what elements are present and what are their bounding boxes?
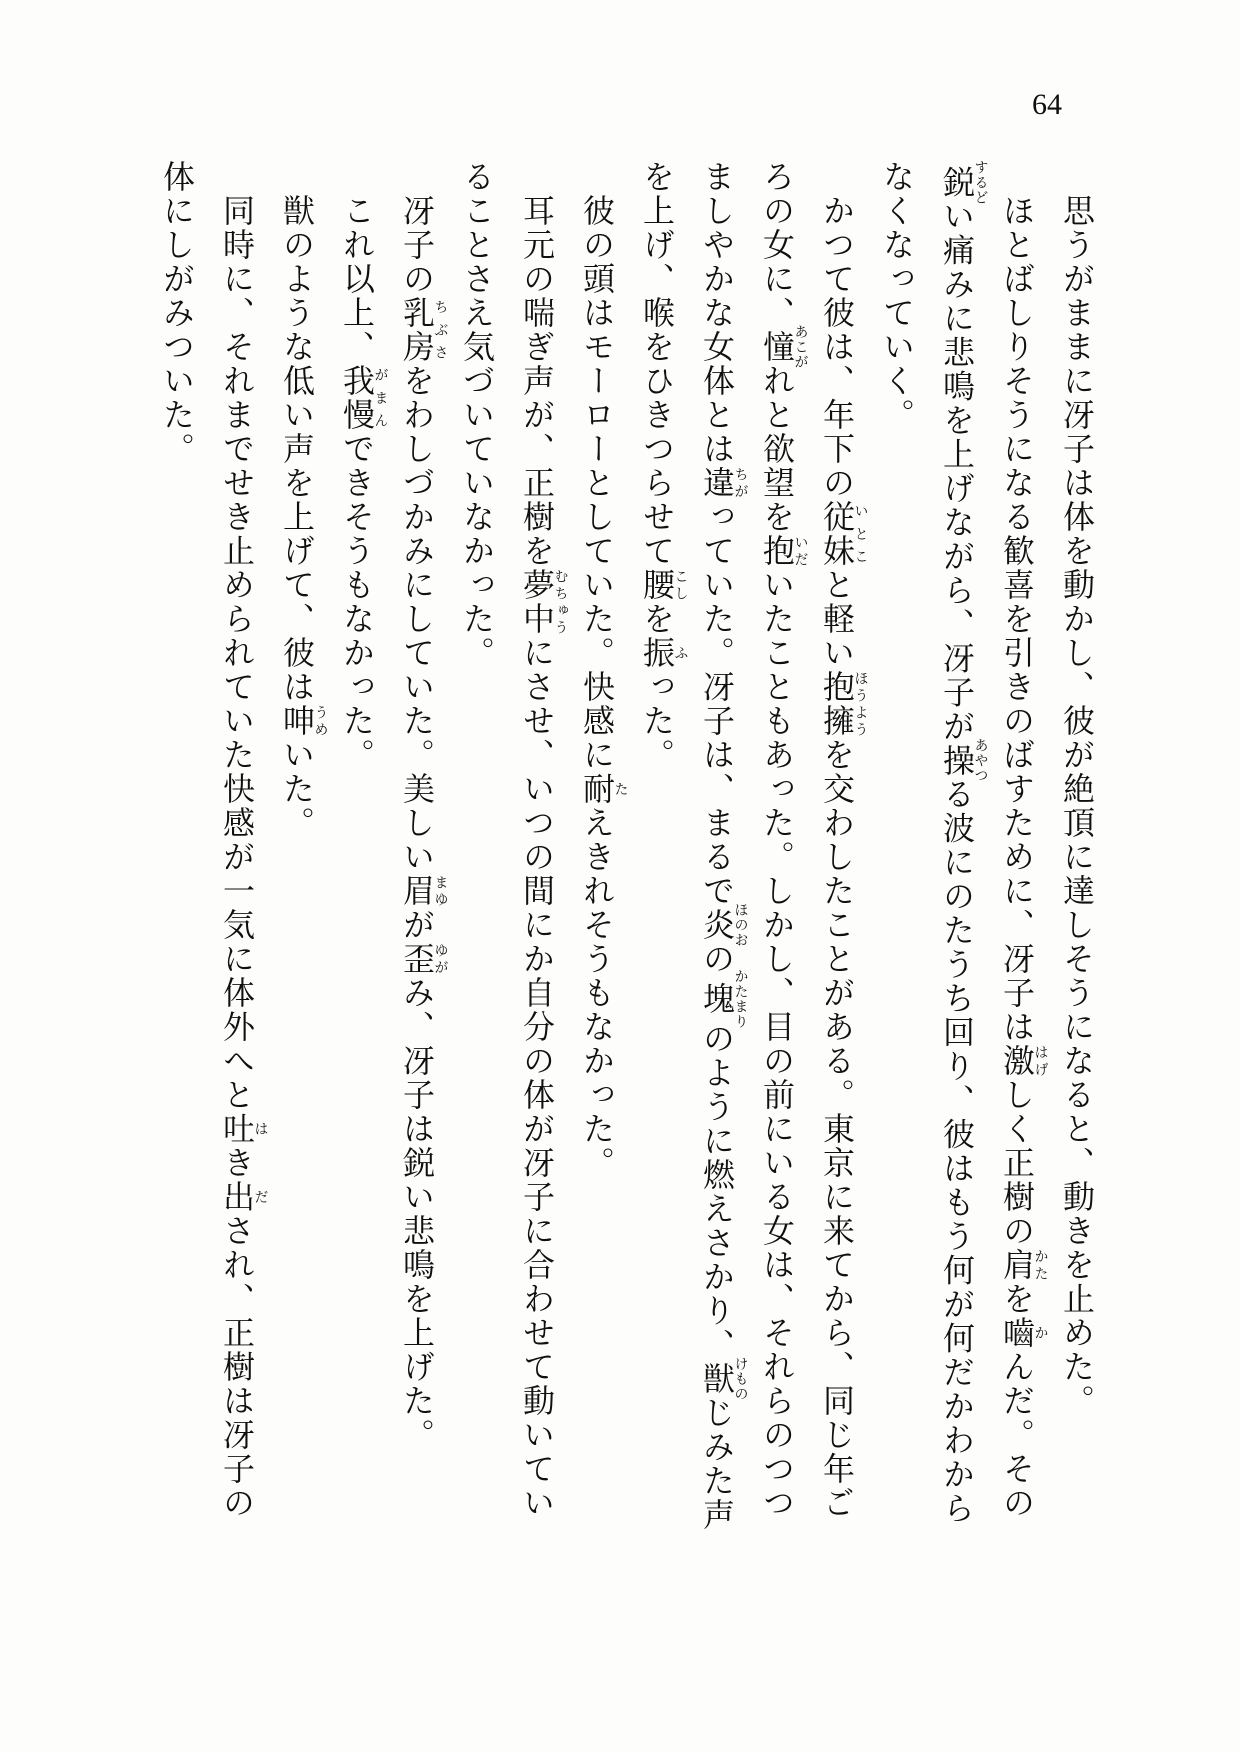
ruby-annotated-word: 抱いだ	[759, 534, 808, 568]
ruby-annotated-word: 肩かた	[999, 1248, 1048, 1282]
text-column-14: 獣のような低い声を上げて、彼は呻うめいた。	[279, 194, 328, 840]
ruby-annotated-word: 激はげ	[999, 1044, 1048, 1078]
ruby-annotated-word: 眉まゆ	[399, 874, 448, 908]
ruby-annotated-word: 耐た	[579, 772, 628, 806]
text-column-9: 彼の頭はモーローとしていた。快感に耐たえきれそうもなかった。	[579, 194, 628, 1180]
ruby-annotated-word: 出だ	[219, 1180, 268, 1214]
text-column-16: 体にしがみついた。	[159, 160, 195, 466]
text-column-4: なくなっていく。	[879, 160, 915, 432]
ruby-annotated-word: 操あやつ	[939, 738, 988, 783]
ruby-annotated-word: 我慢がまん	[339, 364, 388, 432]
ruby-annotated-word: 炎ほのお	[699, 902, 748, 948]
ruby-annotated-word: 振ふ	[639, 636, 688, 670]
ruby-annotated-word: 夢中むちゅう	[519, 568, 568, 636]
ruby-annotated-word: 鋭するど	[939, 160, 988, 205]
ruby-annotated-word: 従妹いとこ	[819, 500, 868, 568]
text-column-6: ろの女に、憧あこがれと欲望を抱いだいたこともあった。しかし、目の前にいる女は、それらのつつ	[759, 160, 808, 1520]
ruby-annotated-word: 抱擁ほうよう	[819, 670, 868, 738]
ruby-annotated-word: 乳房ちぶさ	[399, 296, 448, 364]
ruby-annotated-word: 違ちが	[699, 466, 748, 500]
text-column-8: を上げ、喉をひきつらせて腰こしを振ふった。	[639, 160, 688, 772]
text-column-3: 鋭するどい痛みに悲鳴を上げながら、冴子が操あやつる波にのたうち回り、彼はもう何が何だかわから	[939, 160, 988, 1526]
text-column-15: 同時に、それまでせき止められていた快感が一気に体外へと吐はき出だされ、正樹は冴子の	[219, 194, 268, 1520]
text-column-5: かつて彼は、年下の従妹いとこと軽い抱擁ほうようを交わしたことがある。東京に来てから、同じ年ご	[819, 194, 868, 1520]
text-column-13: これ以上、我慢がまんできそうもなかった。	[339, 194, 388, 772]
ruby-annotated-word: 憧あこが	[759, 324, 808, 370]
text-column-7: ましやかな女体とは違ちがっていた。冴子は、まるで炎ほのおの塊かたまりのように燃えさかり、獣けものじみた声	[699, 160, 748, 1532]
text-column-2: ほとばしりそうになる歓喜を引きのばすために、冴子は激はげしく正樹の肩かたを嚙かんだ。その	[999, 194, 1048, 1520]
ruby-annotated-word: 獣けもの	[699, 1356, 748, 1402]
page-number: 64	[1032, 88, 1062, 121]
text-column-1: 思うがままに冴子は体を動かし、彼が絶頂に達しそうになると、動きを止めた。	[1059, 194, 1095, 1418]
text-column-12: 冴子の乳房ちぶさをわしづかみにしていた。美しい眉まゆが歪ゆがみ、冴子は鋭い悲鳴を上げた。	[399, 194, 448, 1452]
ruby-annotated-word: 吐は	[219, 1112, 268, 1146]
ruby-annotated-word: 呻うめ	[279, 704, 328, 738]
text-column-11: ることさえ気づいていなかった。	[459, 160, 495, 670]
ruby-annotated-word: 塊かたまり	[699, 969, 748, 1029]
text-column-10: 耳元の喘ぎ声が、正樹を夢中むちゅうにさせ、いつの間にか自分の体が冴子に合わせて動いてい	[519, 194, 568, 1520]
ruby-annotated-word: 嚙か	[999, 1316, 1048, 1350]
ruby-annotated-word: 歪ゆが	[399, 942, 448, 976]
ruby-annotated-word: 腰こし	[639, 568, 688, 602]
